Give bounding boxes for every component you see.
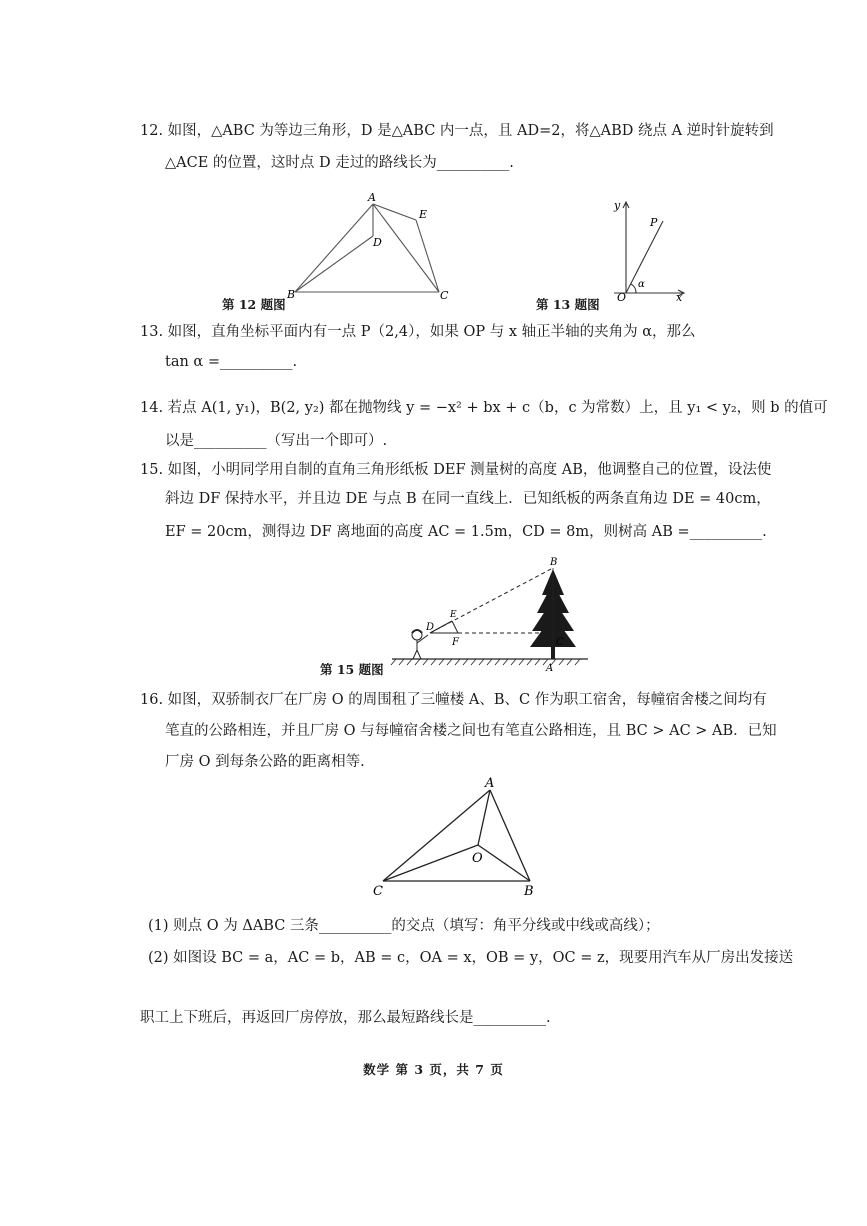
fig12-label-b: B [287,288,296,301]
fig15-label-c: C [556,637,564,648]
fig16-label-a: A [485,776,495,791]
fig16-road-ac [383,790,490,881]
fig12-label-c: C [440,289,449,302]
fig12-label-d: D [373,236,382,249]
fig13-label-x: x [676,291,683,304]
q16-line3: 厂房 O 到每条公路的距离相等. [165,754,365,770]
fig13-label-y: y [614,199,621,212]
figure-12 [285,188,460,303]
fig15-triangle [430,621,458,633]
q12-line2: △ACE 的位置，这时点 D 走过的路线长为__________. [165,155,514,171]
fig12-label-e: E [419,208,428,221]
fig15-label-f: F [452,637,459,648]
fig15-label-b: B [550,557,558,568]
fig16-road-oc [383,845,478,881]
fig12-side-ab [295,204,373,292]
fig16-label-o: O [472,851,483,866]
q12-caption: 第 12 题图 [222,297,286,312]
fig15-person [412,630,428,659]
fig12-seg-ce [416,220,439,292]
figure-16 [368,775,548,900]
q15-caption: 第 15 题图 [320,662,384,677]
q12-line1: 12. 如图，△ABC 为等边三角形，D 是△ABC 内一点，且 AD=2，将△ABD 绕点 A 逆时针旋转到 [140,123,774,139]
q13-line2: tan α =__________. [165,354,298,370]
q14-line1: 14. 若点 A(1, y₁)，B(2, y₂) 都在抛物线 y = −x² + bx + c（b，c 为常数）上，且 y₁ < y₂，则 b 的值可 [140,400,828,416]
q15-line2: 斜边 DF 保持水平，并且边 DE 与点 B 在同一直线上．已知纸板的两条直角边 DE = 40cm， [165,491,771,507]
q15-line1: 15. 如图，小明同学用自制的直角三角形纸板 DEF 测量树的高度 AB，他调整自己的位置，设法使 [140,462,772,478]
fig15-label-e: E [450,610,457,620]
q16-sub2-line1: (2) 如图设 BC = a，AC = b，AB = c，OA = x，OB = y，OC = z，现要用汽车从厂房出发接送 [148,950,794,966]
fig16-label-c: C [373,884,383,899]
fig15-label-a: A [546,663,554,673]
figure-15 [390,555,590,673]
q16-sub2-line2: 职工上下班后，再返回厂房停放，那么最短路线长是__________. [140,1010,551,1026]
q16-sub1: (1) 则点 O 为 ΔABC 三条__________的交点（填写：角平分线或中线或高线）； [148,918,660,934]
q14-line2: 以是__________（写出一个即可）. [165,433,388,449]
q16-line1: 16. 如图，双骄制衣厂在厂房 O 的周围租了三幢楼 A、B、C 作为职工宿舍，每幢宿舍楼之间均有 [140,692,767,708]
figure-13 [600,193,695,305]
fig12-label-a: A [368,191,376,204]
q16-line2: 笔直的公路相连，并且厂房 O 与每幢宿舍楼之间也有笔直公路相连，且 BC > AC > AB．已知 [165,723,777,739]
fig16-label-b: B [524,884,534,899]
fig15-label-d: D [426,622,435,633]
fig12-seg-bd [295,236,373,292]
fig13-label-o: O [617,291,627,304]
page-footer: 数学 第 3 页，共 7 页 [363,1062,504,1077]
q13-line1: 13. 如图，直角坐标平面内有一点 P（2,4），如果 OP 与 x 轴正半轴的夹角为 α，那么 [140,324,696,340]
q13-caption: 第 13 题图 [536,297,600,312]
fig13-label-p: P [650,216,658,229]
q15-line3: EF = 20cm，测得边 DF 离地面的高度 AC = 1.5m，CD = 8m，则树高 AB =__________. [165,524,767,540]
fig12-side-ac [373,204,439,292]
fig13-label-alpha: α [638,279,645,290]
fig13-angle-arc [631,284,636,293]
